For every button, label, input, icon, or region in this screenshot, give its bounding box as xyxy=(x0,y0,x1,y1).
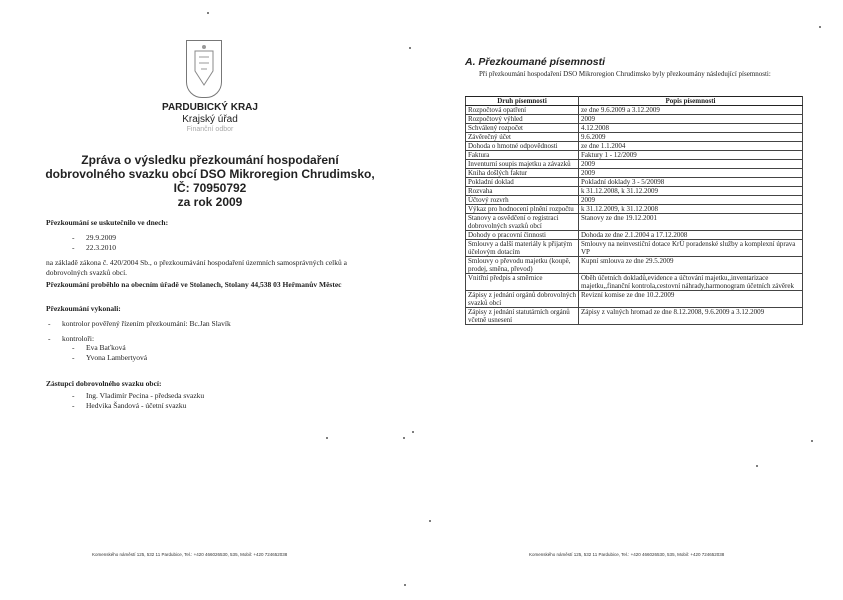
document-type-cell: Schválený rozpočet xyxy=(466,124,579,133)
table-row xyxy=(466,274,803,291)
scan-speck xyxy=(412,431,414,433)
representatives-heading: Zástupci dobrovolného svazku obcí: xyxy=(46,379,162,388)
coat-of-arms-icon xyxy=(186,40,222,98)
document-description-cell: 2009 xyxy=(579,160,803,169)
controller-item: - Yvona Lambertyová xyxy=(72,353,147,363)
document-type-cell: Dohody o pracovní činnosti xyxy=(466,231,579,240)
scan-speck xyxy=(207,12,209,14)
document-description-cell: Pokladní doklady 3 - 5/20098 xyxy=(579,178,803,187)
document-description-cell: Dohoda ze dne 2.1.2004 a 17.12.2008 xyxy=(579,231,803,240)
scan-speck xyxy=(819,26,821,28)
report-title xyxy=(0,153,420,209)
scan-speck xyxy=(404,584,406,586)
table-row xyxy=(466,240,803,257)
documents-table xyxy=(465,96,803,325)
document-type-cell: Stanovy a osvědčení o registraci dobrovolných svazků obcí xyxy=(466,214,579,231)
scan-speck xyxy=(326,437,328,439)
title-line: za rok 2009 xyxy=(177,195,243,209)
document-type-cell: Smlouvy a další materiály k přijatým účelovým dotacím xyxy=(466,240,579,257)
document-type-cell: Dohoda o hmotné odpovědnosti xyxy=(466,142,579,151)
dates-heading: Přezkoumání se uskutečnilo ve dnech: xyxy=(46,218,169,227)
document-description-cell: Kupní smlouva ze dne 29.5.2009 xyxy=(579,257,803,274)
representatives-list xyxy=(72,391,204,411)
document-type-cell: Rozpočtová opatření xyxy=(466,106,579,115)
table-row xyxy=(466,106,803,115)
section-title: A. Přezkoumané písemnosti xyxy=(465,56,606,68)
dates-list xyxy=(72,233,116,253)
document-description-cell: ze dne 9.6.2009 a 3.12.2009 xyxy=(579,106,803,115)
footer-address: Komenského náměstí 125, 532 11 Pardubice, Tel.: +420 466026530, 535, Mobil: +420 724652038 xyxy=(92,552,288,557)
document-description-cell: 4.12.2008 xyxy=(579,124,803,133)
scan-speck xyxy=(811,440,813,442)
table-row xyxy=(466,196,803,205)
document-type-cell: Výkaz pro hodnocení plnění rozpočtu xyxy=(466,205,579,214)
table-row xyxy=(466,291,803,308)
document-type-cell: Zápisy z jednání orgánů dobrovolných svazků obcí xyxy=(466,291,579,308)
document-description-cell: 2009 xyxy=(579,115,803,124)
document-type-cell: Rozvaha xyxy=(466,187,579,196)
table-row xyxy=(466,187,803,196)
scan-speck xyxy=(756,465,758,467)
title-line: Zpráva o výsledku přezkoumání hospodaření xyxy=(81,153,339,167)
representative-item: - Ing. Vladimír Pecina - předseda svazku xyxy=(72,391,204,401)
document-type-cell: Rozpočtový výhled xyxy=(466,115,579,124)
controllers-list xyxy=(72,343,147,363)
table-row xyxy=(466,169,803,178)
review-location: Přezkoumání proběhlo na obecním úřadě ve Stolanech, Stolany 44,538 03 Heřmanův Městec xyxy=(46,280,342,289)
document-type-cell: Účtový rozvrh xyxy=(466,196,579,205)
table-row xyxy=(466,205,803,214)
document-description-cell: Zápisy z valných hromad ze dne 8.12.2008, 9.6.2009 a 3.12.2009 xyxy=(579,308,803,325)
table-row xyxy=(466,178,803,187)
document-type-cell: Smlouvy o převodu majetku (koupě, prodej, směna, převod) xyxy=(466,257,579,274)
table-row xyxy=(466,231,803,240)
office-name: Krajský úřad xyxy=(182,114,238,125)
document-description-cell: Smlouvy na neinvestiční dotace KrÚ poradenské služby a komplexní úprava VP xyxy=(579,240,803,257)
controller-item: - Eva Baťková xyxy=(72,343,147,353)
document-description-cell: Revizní komise ze dne 10.2.2009 xyxy=(579,291,803,308)
title-line: IČ: 70950792 xyxy=(173,181,247,195)
table-row xyxy=(466,257,803,274)
document-description-cell: 2009 xyxy=(579,169,803,178)
performed-heading: Přezkoumání vykonali: xyxy=(46,304,121,313)
document-description-cell: k 31.12.2008, k 31.12.2009 xyxy=(579,187,803,196)
table-row xyxy=(466,124,803,133)
table-row xyxy=(466,142,803,151)
document-description-cell: ze dne 1.1.2004 xyxy=(579,142,803,151)
report-page-left xyxy=(0,0,420,600)
report-page-right xyxy=(421,0,843,600)
table-row xyxy=(466,214,803,231)
table-row xyxy=(466,160,803,169)
document-description-cell: 2009 xyxy=(579,196,803,205)
document-type-cell: Pokladní doklad xyxy=(466,178,579,187)
table-row xyxy=(466,151,803,160)
document-description-cell: k 31.12.2009, k 31.12.2008 xyxy=(579,205,803,214)
title-line: dobrovolného svazku obcí DSO Mikroregion Chrudimsko, xyxy=(45,167,375,181)
document-description-cell: Oběh účetních dokladů,evidence a účtování majetku,,inventarizace majetku,,finanční kontrola,cestovní náhrady,harmonogram účetních závěrek xyxy=(579,274,803,291)
law-reference: na základě zákona č. 420/2004 Sb., o přezkoumávání hospodaření územních samosprávných celků a dobrovolných svazků obcí. xyxy=(46,258,347,277)
date-item: - 29.9.2009 xyxy=(72,233,116,243)
document-type-cell: Kniha došlých faktur xyxy=(466,169,579,178)
document-type-cell: Závěrečný účet xyxy=(466,133,579,142)
representative-item: - Hedvika Šandová - účetní svazku xyxy=(72,401,204,411)
column-header: Druh písemnosti xyxy=(466,97,579,106)
section-intro: Při přezkoumání hospodaření DSO Mikroregion Chrudimsko byly přezkoumány následující písemnosti: xyxy=(479,70,771,78)
lead-controller xyxy=(48,319,231,329)
document-description-cell: Faktury 1 - 12/2009 xyxy=(579,151,803,160)
document-description-cell: 9.6.2009 xyxy=(579,133,803,142)
document-type-cell: Vnitřní předpis a směrnice xyxy=(466,274,579,291)
table-header-row xyxy=(466,97,803,106)
scan-speck xyxy=(403,437,405,439)
document-type-cell: Faktura xyxy=(466,151,579,160)
document-type-cell: Inventurní soupis majetku a závazků xyxy=(466,160,579,169)
region-name: PARDUBICKÝ KRAJ xyxy=(162,102,258,113)
document-description-cell: Stanovy ze dne 19.12.2001 xyxy=(579,214,803,231)
document-type-cell: Zápisy z jednání statutárních orgánů včetně usnesení xyxy=(466,308,579,325)
column-header: Popis písemnosti xyxy=(579,97,803,106)
footer-address: Komenského náměstí 125, 532 11 Pardubice, Tel.: +420 466026530, 535, Mobil: +420 724652038 xyxy=(529,552,725,557)
controllers-label: - kontroloři: xyxy=(48,334,94,344)
lead-controller-text: - kontrolor pověřený řízením přezkoumání: Bc.Jan Slavík xyxy=(48,319,231,329)
table-row xyxy=(466,133,803,142)
scan-speck xyxy=(429,520,431,522)
department-name: Finanční odbor xyxy=(186,126,234,133)
date-item: - 22.3.2010 xyxy=(72,243,116,253)
scan-speck xyxy=(409,47,411,49)
table-row xyxy=(466,308,803,325)
table-row xyxy=(466,115,803,124)
